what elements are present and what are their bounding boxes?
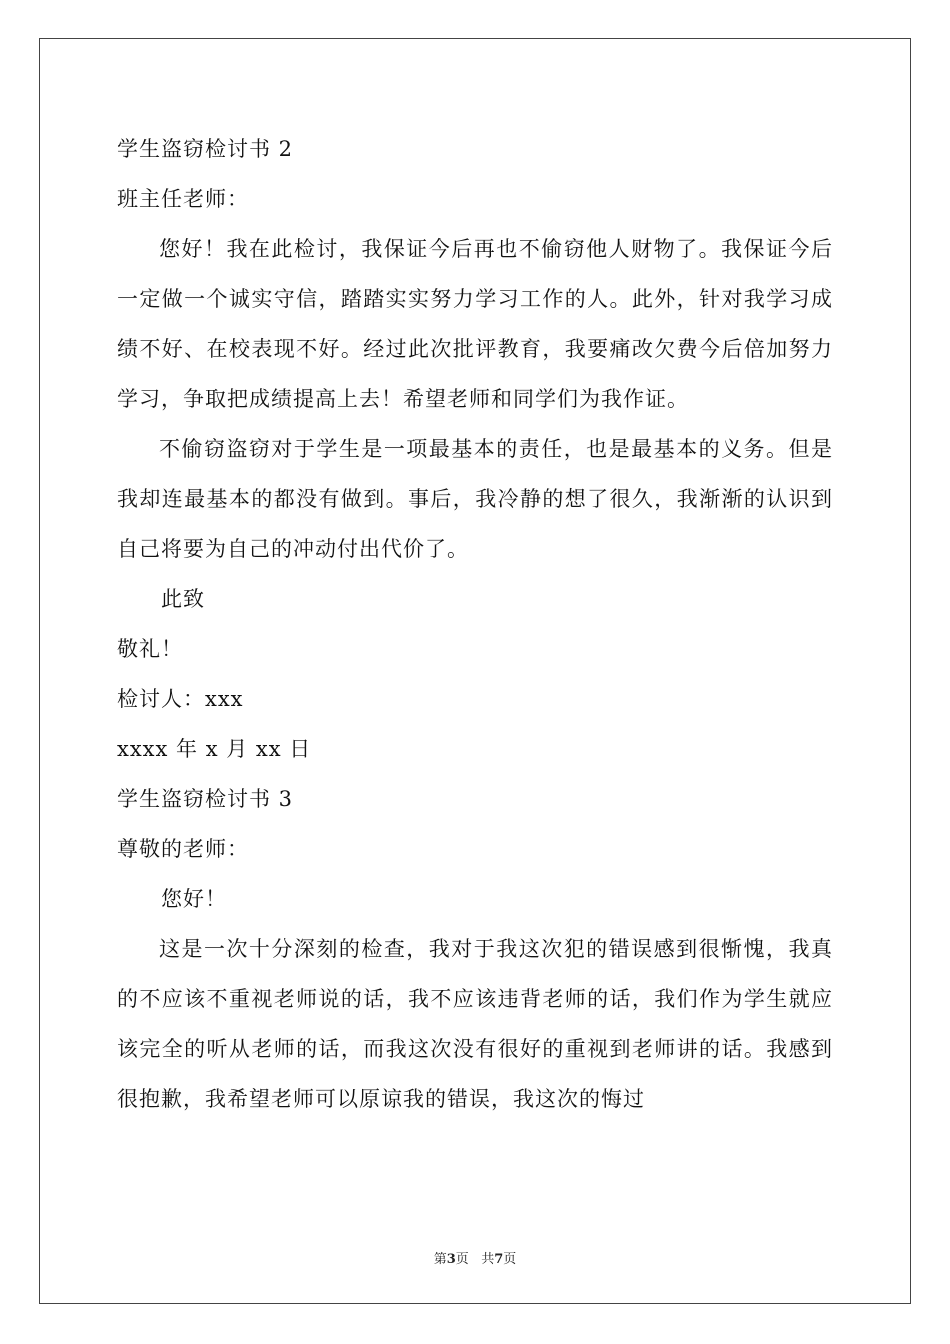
- section-heading-2: 学生盗窃检讨书 2: [117, 137, 294, 161]
- greeting-3: 您好！: [161, 887, 227, 911]
- salutation-3: 尊敬的老师：: [117, 837, 249, 861]
- salutation-2: 班主任老师：: [117, 187, 249, 211]
- paragraph-3: 这是一次十分深刻的检查，我对于我这次犯的错误感到很惭愧，我真的不应该不重视老师说的话，我不应该违背老师的话，我们作为学生就应该完全的听从老师的话，而我这次没有很好的重视到老师讲的话。我感到很抱歉，我希望老师可以原谅我的错误，我这次的悔过: [117, 937, 833, 1111]
- date-line: xxxx 年 x 月 xx 日: [117, 737, 312, 761]
- footer-page-mid: 页: [455, 1252, 469, 1267]
- paragraph-1: 您好！我在此检讨，我保证今后再也不偷窃他人财物了。我保证今后一定做一个诚实守信，踏踏实实努力学习工作的人。此外，针对我学习成绩不好、在校表现不好。经过此次批评教育，我要痛改欠费今后倍加努力学习，争取把成绩提高上去！希望老师和同学们为我作证。: [117, 237, 833, 411]
- signer-line: 检讨人：xxx: [117, 687, 244, 711]
- footer-page-current: 3: [446, 1252, 456, 1267]
- footer-page-prefix: 第: [433, 1252, 447, 1267]
- section-heading-3: 学生盗窃检讨书 3: [117, 787, 294, 811]
- page-footer: [0, 1248, 950, 1267]
- closing-jingli: 敬礼！: [117, 637, 183, 661]
- footer-total-suffix: 页: [503, 1252, 517, 1267]
- footer-total-prefix: 共: [481, 1252, 495, 1267]
- footer-page-total: 7: [494, 1252, 504, 1267]
- document-body: [117, 124, 833, 1124]
- closing-cizhi: 此致: [161, 587, 205, 611]
- paragraph-2: 不偷窃盗窃对于学生是一项最基本的责任，也是最基本的义务。但是我却连最基本的都没有做到。事后，我冷静的想了很久，我渐渐的认识到自己将要为自己的冲动付出代价了。: [117, 437, 833, 561]
